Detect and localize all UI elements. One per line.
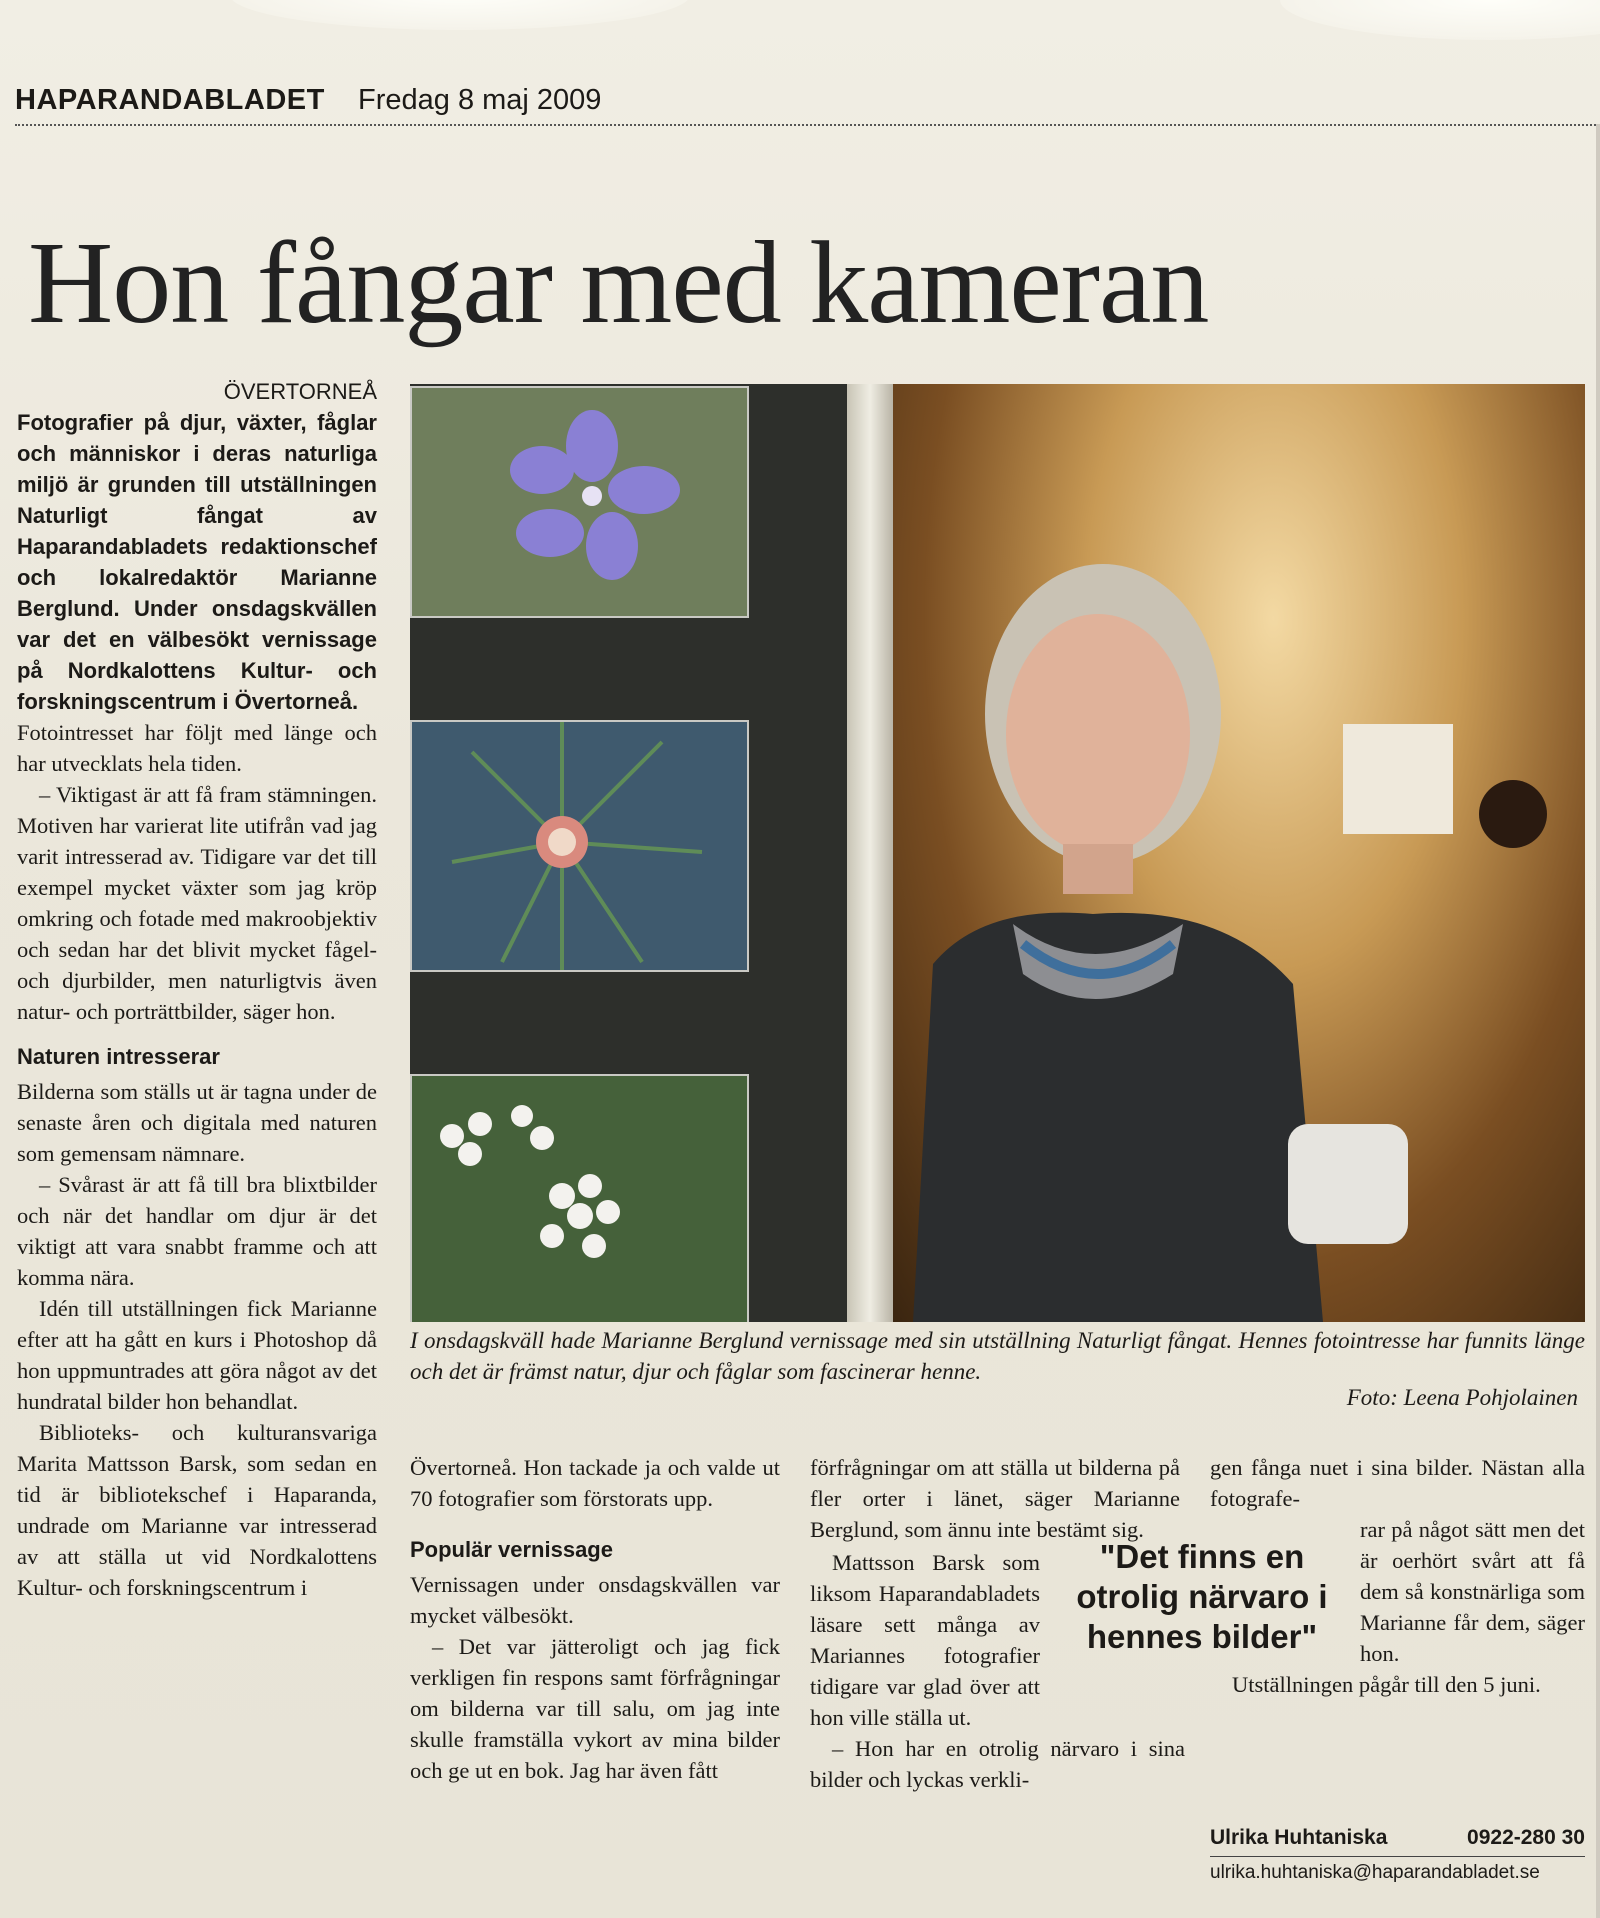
scan-glare	[230, 0, 690, 30]
paragraph: Biblioteks- och kulturansvariga Marita Mattsson Barsk, som sedan en tid är bibliotekschef i Haparanda, undrade om Marianne var intresserad av att ställa ut vid Nordkalottens Kultur- och forskningscentrum i	[17, 1420, 377, 1600]
issue-date: Fredag 8 maj 2009	[358, 84, 602, 116]
article-column-2	[410, 1452, 780, 1786]
woman-portrait-icon	[893, 384, 1585, 1322]
paragraph: Vernissagen under onsdagskvällen var mycket välbesökt.	[410, 1572, 780, 1628]
author-phone: 0922-280 30	[1467, 1826, 1585, 1849]
scan-glare	[1280, 0, 1600, 40]
gallery-room	[893, 384, 1585, 1322]
headline: Hon fångar med kameran	[28, 217, 1209, 348]
display-post	[847, 384, 893, 1322]
byline	[1210, 1826, 1585, 1896]
paper-name: HAPARANDABLADET	[15, 84, 325, 116]
paragraph: – Viktigast är att få fram stämningen. Motiven har varierat lite utifrån vad jag varit intresserad av. Tidigare var det till exempel mycket växter som jag kröp omkring och fotade med makroobjektiv och sedan har det blivit mycket fågel- och djurbilder, men naturligtvis även natur- och porträttbilder, säger hon.	[17, 782, 377, 1024]
dateline: ÖVERTORNEÅ	[223, 379, 377, 404]
geranium-flower-icon	[412, 388, 747, 616]
byline-rule	[1210, 1856, 1585, 1857]
paragraph: Mattsson Barsk som liksom Haparandabladets läsare sett många av Mariannes fotografier tidigare var glad över att hon ville ställa ut.	[810, 1550, 1040, 1730]
subhead-vernissage: Populär vernissage	[410, 1537, 613, 1562]
white-blossom-icon	[412, 1076, 747, 1322]
pine-shoot-icon	[412, 722, 747, 970]
masthead-divider	[15, 124, 1600, 126]
masthead	[15, 84, 1600, 124]
paragraph: Utställningen pågår till den 5 juni.	[1232, 1672, 1541, 1697]
exhibition-photo	[410, 384, 1585, 1322]
article-lead: Fotografier på djur, växter, fåglar och människor i deras naturliga miljö är grunden till utställningen Naturligt fångat av Haparandabladets redaktionschef och lokalredaktör Marianne Berglund. Under onsdagskvällen var det en välbesökt vernissage på Nordkalottens Kultur- och forskningscentrum i Övertorneå.	[17, 410, 377, 714]
subhead-naturen: Naturen intresserar	[17, 1044, 220, 1069]
paragraph: Bilderna som ställs ut är tagna under de senaste åren och digitala med naturen som gemensam nämnare.	[17, 1079, 377, 1166]
paragraph: – Svårast är att få till bra blixtbilder och när det handlar om djur är det viktigt att vara snabbt framme och att komma nära.	[17, 1172, 377, 1290]
flower-photo-pine	[410, 720, 749, 972]
photo-caption: I onsdagskväll hade Marianne Berglund vernissage med sin utställning Naturligt fångat. Hennes fotointresse har funnits länge och det är främst natur, djur och fåglar som fascinerar henne.	[410, 1328, 1585, 1384]
paragraph: förfrågningar om att ställa ut bilderna på fler orter i länet, säger Marianne Berglund, som ännu inte bestämt sig.	[810, 1455, 1180, 1542]
paragraph: rar på något sätt men det är oerhört svårt att få dem så konstnärliga som Marianne får dem, säger hon.	[1360, 1517, 1585, 1666]
flower-photo-geranium	[410, 386, 749, 618]
paragraph: Övertorneå. Hon tackade ja och valde ut 70 fotografier som förstorats upp.	[410, 1455, 780, 1511]
author-name: Ulrika Huhtaniska	[1210, 1826, 1388, 1849]
flower-photo-blossom	[410, 1074, 749, 1322]
author-email: ulrika.huhtaniska@haparandabladet.se	[1210, 1862, 1540, 1883]
article-column-1	[17, 376, 377, 1603]
paragraph: gen fånga nuet i sina bilder. Nästan alla fotografe-	[1210, 1455, 1585, 1511]
paragraph: Fotointresset har följt med länge och har utvecklats hela tiden.	[17, 720, 377, 776]
paragraph: – Det var jätteroligt och jag fick verkligen fin respons samt förfrågningar om bilderna var till salu, om jag inte skulle framställa vykort av mina bilder och ge ut en bok. Jag har även fått	[410, 1634, 780, 1783]
pull-quote: "Det finns en otrolig närvaro i hennes bilder"	[1076, 1538, 1328, 1655]
paragraph: – Hon har en otrolig närvaro i sina bilder och lyckas verkli-	[810, 1736, 1185, 1792]
page-edge	[1596, 124, 1600, 1918]
paragraph: Idén till utställningen fick Marianne efter att ha gått en kurs i Photoshop då hon uppmuntrades att göra något av det hundratal bilder hon behandlat.	[17, 1296, 377, 1414]
photo-credit: Foto: Leena Pohjolainen	[1346, 1385, 1578, 1410]
